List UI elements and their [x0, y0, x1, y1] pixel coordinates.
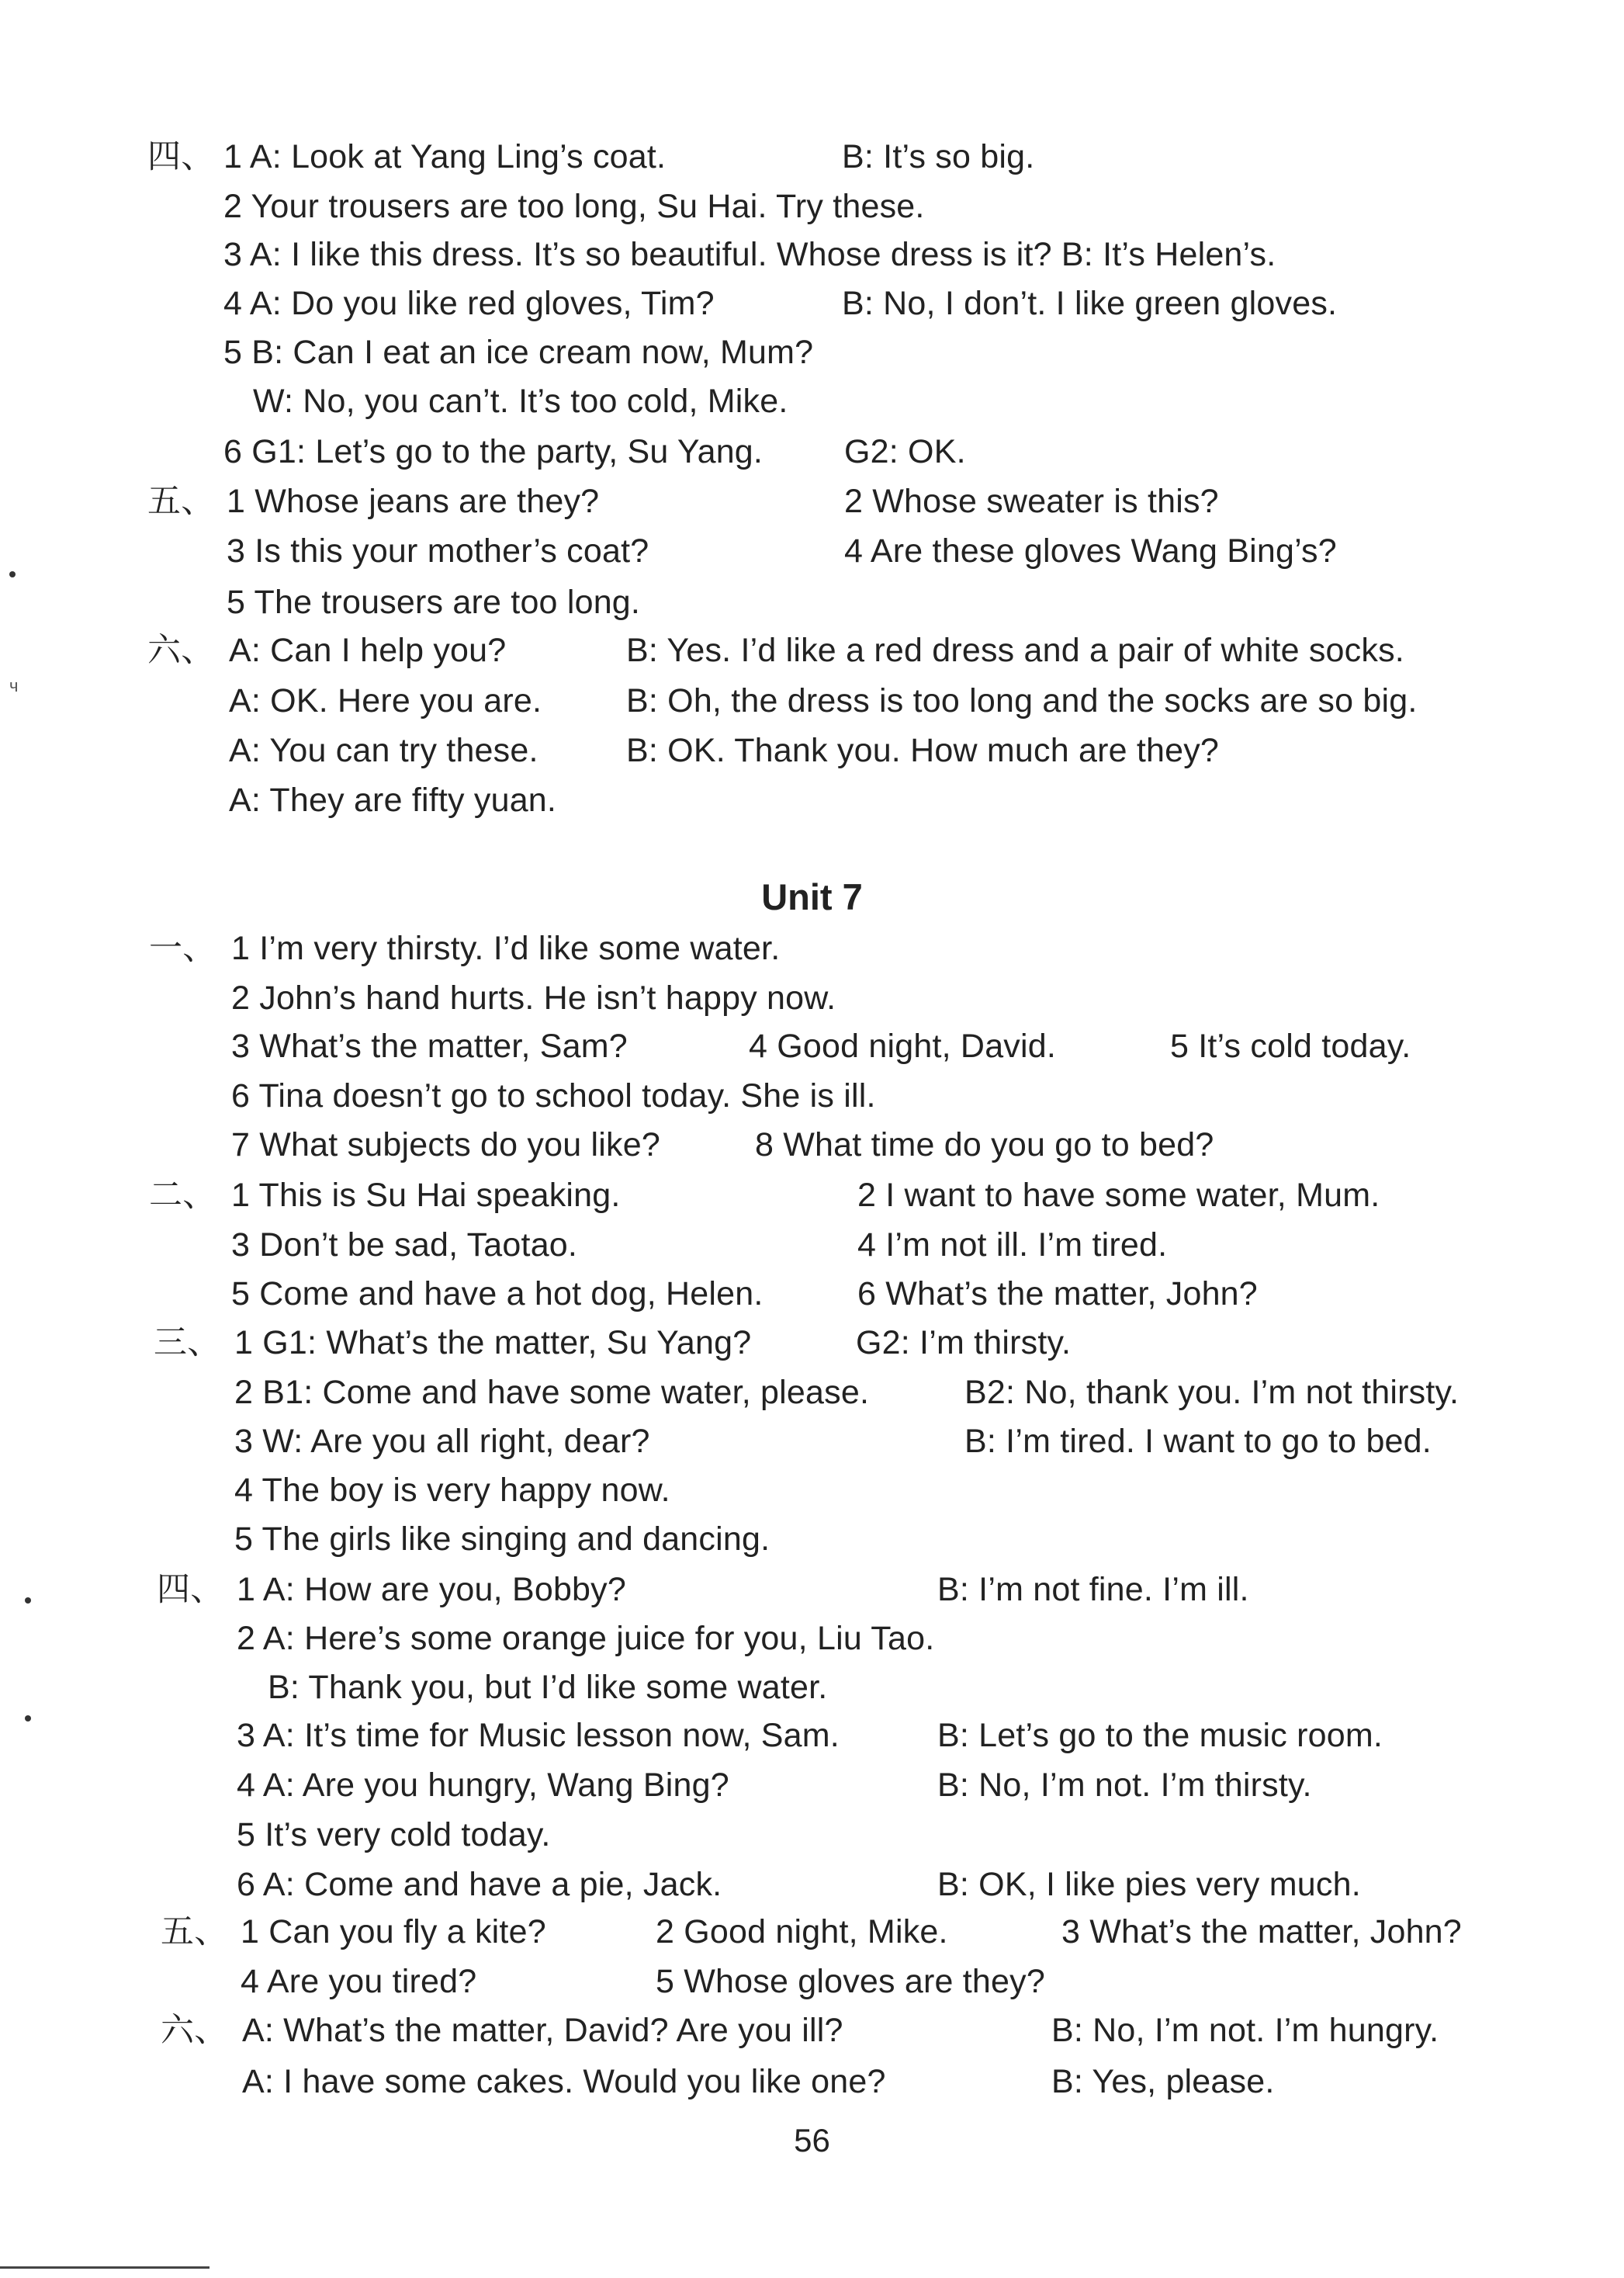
answer-text: 3 What’s the matter, John?: [1061, 1913, 1462, 1950]
answer-text: 4 A: Do you like red gloves, Tim?: [223, 285, 715, 322]
answer-text: 6 A: Come and have a pie, Jack.: [237, 1866, 722, 1903]
answer-text: B: OK, I like pies very much.: [937, 1866, 1361, 1903]
answer-text: 6 Tina doesn’t go to school today. She is ill.: [231, 1077, 876, 1115]
answer-text: 5 It’s cold today.: [1170, 1028, 1411, 1065]
answer-text: B: Yes, please.: [1051, 2063, 1275, 2100]
answer-text: 1 A: Look at Yang Ling’s coat.: [223, 138, 667, 175]
answer-text: 5 It’s very cold today.: [237, 1816, 551, 1853]
answer-text: 3 Don’t be sad, Taotao.: [231, 1226, 578, 1264]
answer-text: 2 Whose sweater is this?: [844, 483, 1219, 520]
answer-text: 3 Is this your mother’s coat?: [227, 532, 649, 570]
answer-text: 5 The girls like singing and dancing.: [234, 1520, 770, 1558]
answer-text: 2 Good night, Mike.: [656, 1913, 948, 1950]
answer-text: 3 W: Are you all right, dear?: [234, 1423, 650, 1460]
answer-text: 1 G1: What’s the matter, Su Yang?: [234, 1324, 752, 1361]
answer-text: 2 A: Here’s some orange juice for you, Liu Tao.: [237, 1620, 935, 1657]
answer-text: A: Can I help you?: [229, 632, 507, 669]
answer-text: 6 What’s the matter, John?: [857, 1275, 1258, 1312]
answer-text: 2 John’s hand hurts. He isn’t happy now.: [231, 980, 836, 1017]
answer-text: 5 The trousers are too long.: [227, 584, 641, 621]
answer-text: 2 I want to have some water, Mum.: [857, 1177, 1380, 1214]
answer-text: G2: OK.: [844, 433, 966, 470]
answer-text: 4 I’m not ill. I’m tired.: [857, 1226, 1168, 1264]
scan-edge-rule: [0, 2266, 209, 2269]
answer-text: 4 The boy is very happy now.: [234, 1472, 670, 1509]
scan-dot: [25, 1715, 31, 1722]
answer-text: B: No, I’m not. I’m thirsty.: [937, 1767, 1312, 1804]
answer-text: B: Let’s go to the music room.: [937, 1717, 1383, 1754]
answer-text: 8 What time do you go to bed?: [755, 1126, 1214, 1163]
scan-dot: [25, 1597, 31, 1604]
answer-text: A: I have some cakes. Would you like one?: [242, 2063, 886, 2100]
answer-text: B: No, I don’t. I like green gloves.: [842, 285, 1338, 322]
answer-text: B: It’s so big.: [842, 138, 1035, 175]
answer-text: B: Thank you, but I’d like some water.: [268, 1669, 828, 1706]
answer-text: 1 A: How are you, Bobby?: [237, 1571, 626, 1608]
scan-dot: [9, 571, 16, 577]
answer-text: B: I’m not fine. I’m ill.: [937, 1571, 1249, 1608]
answer-text: A: What’s the matter, David? Are you ill?: [242, 2012, 843, 2049]
answer-text: 2 B1: Come and have some water, please.: [234, 1374, 870, 1411]
answer-text: G2: I’m thirsty.: [856, 1324, 1072, 1361]
answer-text: 6 G1: Let’s go to the party, Su Yang.: [223, 433, 764, 470]
scan-mark: ч: [9, 676, 19, 695]
answer-text: A: They are fifty yuan.: [229, 782, 557, 819]
answer-text: B: I’m tired. I want to go to bed.: [964, 1423, 1432, 1460]
answer-text: 1 This is Su Hai speaking.: [231, 1177, 621, 1214]
answer-text: 3 A: I like this dress. It’s so beautiful. Whose dress is it? B: It’s Helen’s.: [223, 236, 1276, 273]
answer-text: 5 Whose gloves are they?: [656, 1963, 1045, 2000]
answer-text: 3 A: It’s time for Music lesson now, Sam.: [237, 1717, 840, 1754]
answer-text: A: You can try these.: [229, 732, 538, 769]
answer-text: 4 Are these gloves Wang Bing’s?: [844, 532, 1337, 570]
answer-text: 1 Can you fly a kite?: [241, 1913, 546, 1950]
answer-text: W: No, you can’t. It’s too cold, Mike.: [253, 383, 788, 420]
answer-text: B2: No, thank you. I’m not thirsty.: [964, 1374, 1460, 1411]
answer-text: B: Oh, the dress is too long and the socks are so big.: [626, 682, 1418, 719]
answer-key-page: 四、 1 A: Look at Yang Ling’s coat. B: It’s so big. 2 Your trousers are too long, Su Hai. Try these. 3 A: I like this dress. It’s so beautiful. Whose dress is it? B: It’s Helen’s. 4 A: Do you like red gloves, Tim? B: No, I don’t. I like green gloves. 5 B: Can I eat an ice cream now, Mum? W: No, you can’t. It’s too cold, Mike. 6 G1: Let’s go to the party, Su Yang. G2: OK. 五、 1 Whose jeans are they? 2 Whose sweater is this? 3 Is this your mother’s coat? 4 Are these gloves Wang Bing’s? 5 The trousers are too long. 六、 A: Can I help you? B: Yes. I’d like a red dress and a pair of white socks. A: OK. Here you are. B: Oh, the dress is too long and the socks are so big. A: You can try these. B: OK. Thank you. How much are they? A: They are fifty yuan. Unit 7 一、 1 I’m very thirsty. I’d like some water. 2 John’s hand hurts. He isn’t happy now. 3 What’s the matter, Sam? 4 Good night, David. 5 It’s cold today. 6 Tina doesn’t go to school today. She is ill. 7 What subjects do you like? 8 What time do you go to bed? 二、 1 This is Su Hai speaking. 2 I want to have some water, Mum. 3 Don’t be sad, Taotao. 4 I’m not ill. I’m tired. 5 Come and have a hot dog, Helen. 6 What’s the matter, John? 三、 1 G1: What’s the matter, Su Yang? G2: I’m thirsty. 2 B1: Come and have some water, please. B2: No, thank you. I’m not thirsty. 3 W: Are you all right, dear? B: I’m tired. I want to go to bed. 4 The boy is very happy now. 5 The girls like singing and dancing. 四、 1 A: How are you, Bobby? B: I’m not fine. I’m ill. 2 A: Here’s some orange juice for you, Liu Tao. B: Thank you, but I’d like some water. 3 A: It’s time for Music lesson now, Sam. B: Let’s go to the music room. 4 A: Are you hungry, Wang Bing? B: No, I’m not. I’m thirsty. 5 It’s very cold today. 6 A: Come and have a pie, Jack. B: OK, I like pies very much. 五、 1 Can you fly a kite? 2 Good night, Mike. 3 What’s the matter, John? 4 Are you tired? 5 Whose gloves are they? 六、 A: What’s the matter, David? Are you ill? B: No, I’m not. I’m hungry. A: I have some cakes. Would you like one? B: Yes, please. 56 ч: [0, 0, 1624, 2278]
answer-text: 1 Whose jeans are they?: [227, 483, 600, 520]
answer-text: B: OK. Thank you. How much are they?: [626, 732, 1220, 769]
answer-text: 5 Come and have a hot dog, Helen.: [231, 1275, 764, 1312]
answer-text: B: No, I’m not. I’m hungry.: [1051, 2012, 1439, 2049]
answer-text: 4 Good night, David.: [749, 1028, 1057, 1065]
answer-text: A: OK. Here you are.: [229, 682, 542, 719]
unit-heading: Unit 7: [761, 876, 863, 917]
answer-text: 2 Your trousers are too long, Su Hai. Try these.: [223, 188, 925, 225]
answer-text: 7 What subjects do you like?: [231, 1126, 660, 1163]
answer-text: 1 I’m very thirsty. I’d like some water.: [231, 930, 781, 967]
answer-text: 5 B: Can I eat an ice cream now, Mum?: [223, 334, 814, 371]
answer-text: 3 What’s the matter, Sam?: [231, 1028, 628, 1065]
page-number: 56: [794, 2122, 830, 2158]
answer-text: 4 A: Are you hungry, Wang Bing?: [237, 1767, 729, 1804]
answer-text: B: Yes. I’d like a red dress and a pair of white socks.: [626, 632, 1404, 669]
answer-text: 4 Are you tired?: [241, 1963, 477, 2000]
